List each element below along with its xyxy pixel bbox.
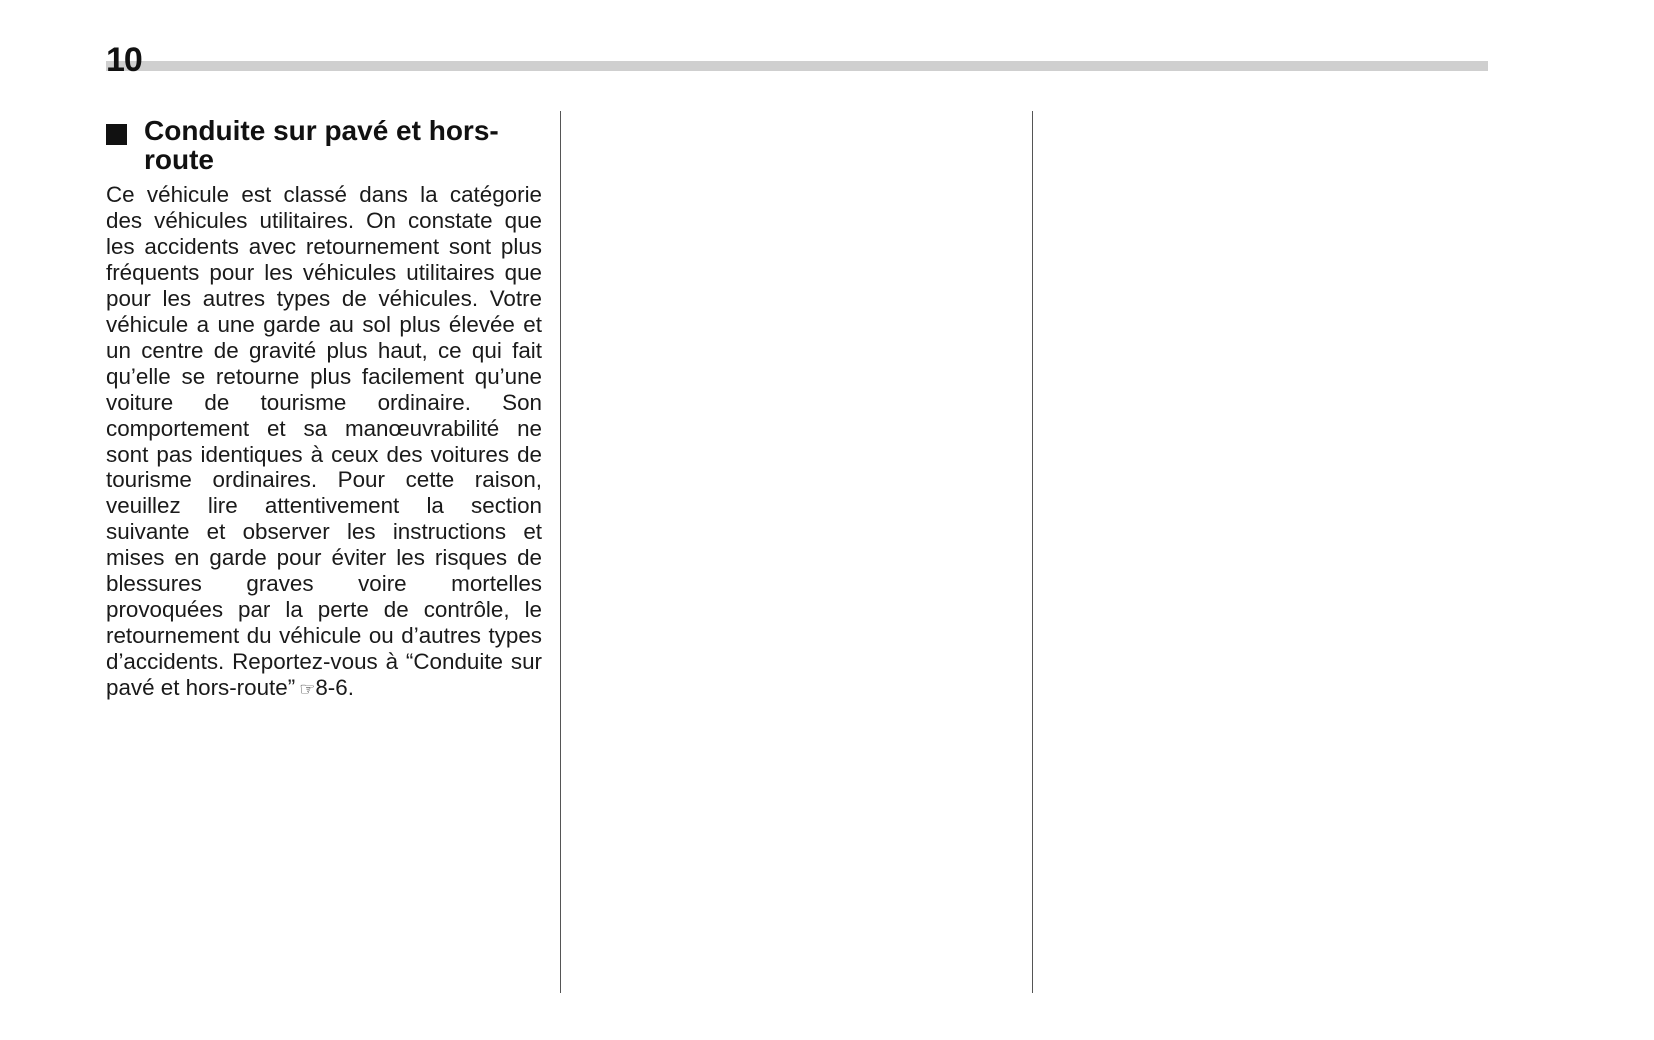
page-reference: 8-6. <box>315 675 354 701</box>
header-rule <box>106 61 1488 71</box>
column-divider <box>560 111 561 993</box>
body-text: Ce véhicule est classé dans la catégorie des véhicules utilitaires. On constate que les accidents avec retournement sont plus fréquents pour les véhicules utilitaires que pour les autres types de véhicules. Votre véhicule a une garde au sol plus élevée et un centre de gravité plus haut, ce qui fait qu’elle se retourne plus facilement qu’une voiture de tourisme ordinaire. Son comportement et sa manœuvrabilité ne sont pas identiques à ceux des voitures de tourisme ordinaires. Pour cette raison, veuillez lire attentivement la section suivante et observer les instructions et mises en garde pour éviter les risques de blessures graves voire mortelles provoquées par la perte de contrôle, le retournement du véhicule ou d’autres types d’accidents. Reportez-vous à “Conduite sur pavé et hors-route” <box>106 182 542 701</box>
section-title: Conduite sur pavé et hors-route <box>144 115 499 175</box>
section-heading <box>106 116 542 174</box>
page-number: 10 <box>106 41 142 79</box>
text-column <box>106 116 542 703</box>
pointing-hand-icon: ☞ <box>299 679 316 701</box>
square-bullet-icon <box>106 124 127 145</box>
column-divider <box>1032 111 1033 993</box>
section-body <box>106 182 542 703</box>
